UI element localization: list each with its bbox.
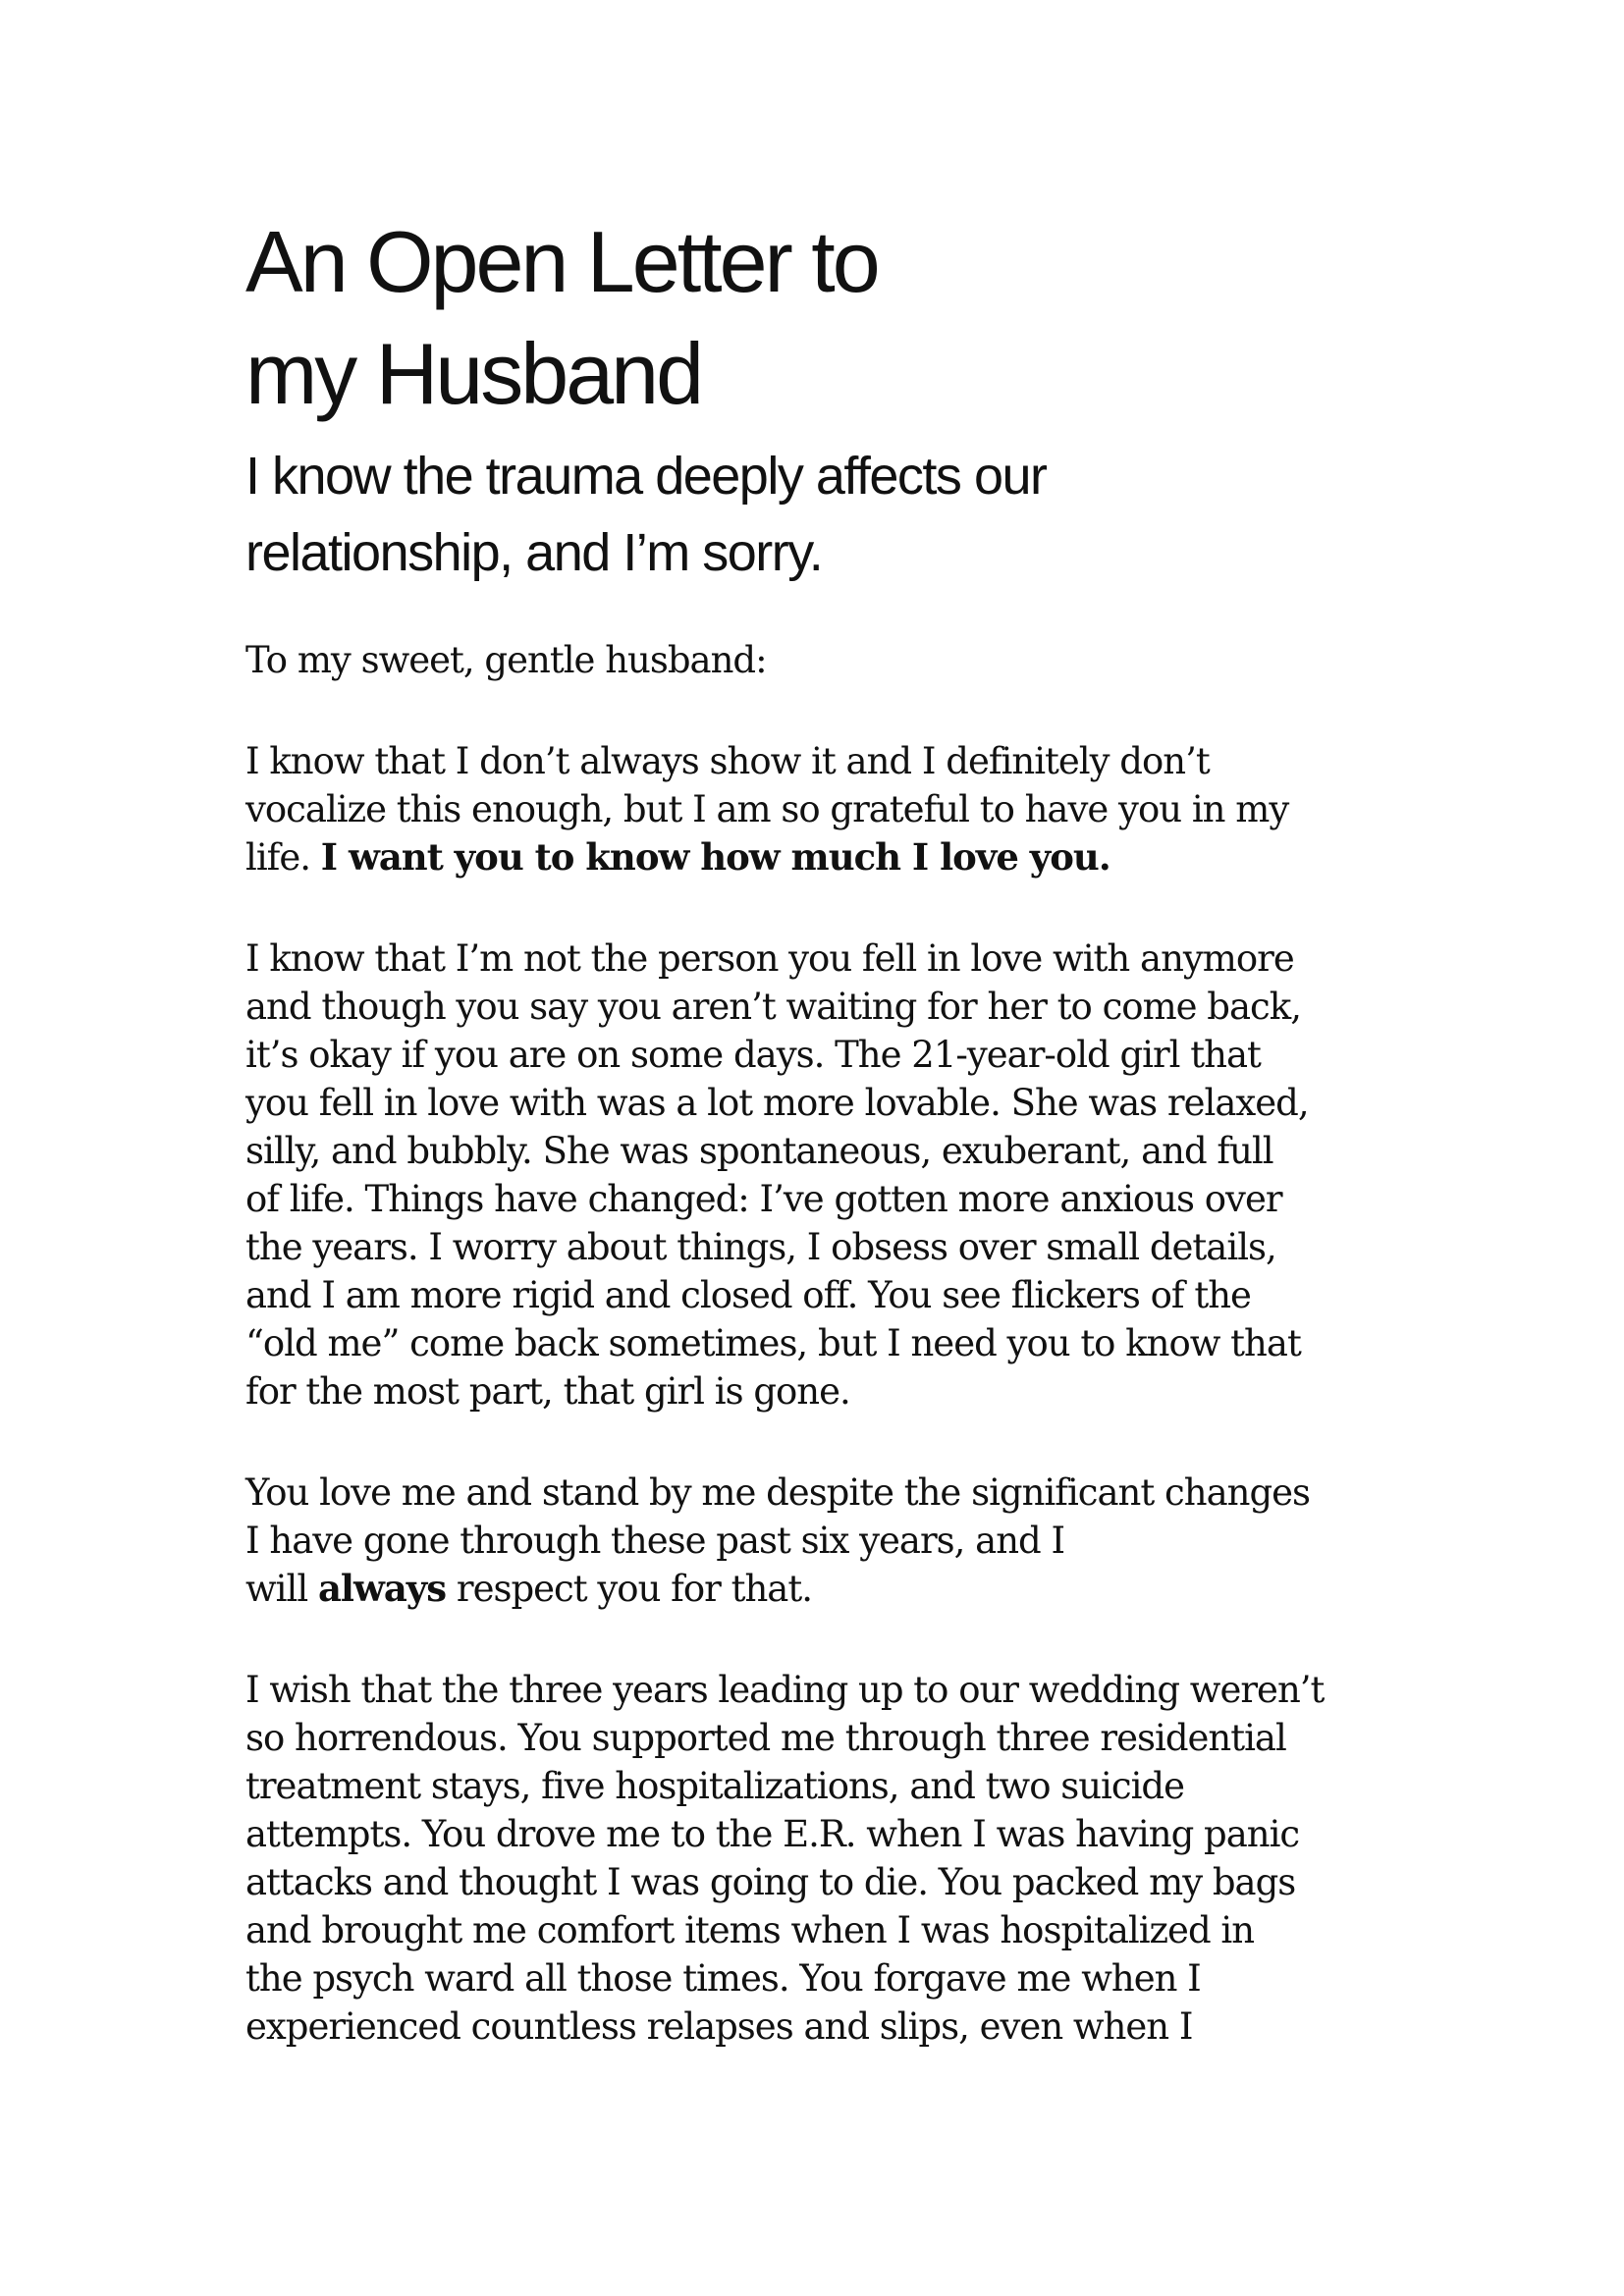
text-line	[245, 1565, 1404, 1613]
paragraph-3	[245, 1468, 1404, 1613]
subtitle-line: I know the trauma deeply affects our	[245, 447, 1047, 506]
text-line	[245, 833, 1404, 881]
text-line: experienced countless relapses and slips, even when I	[245, 2005, 1193, 2048]
text-line: you fell in love with was a lot more lovable. She was relaxed,	[245, 1082, 1309, 1124]
text-line: I have gone through these past six years, and I	[245, 1520, 1065, 1562]
title-line: my Husband	[245, 325, 702, 422]
text-line: the psych ward all those times. You forgave me when I	[245, 1957, 1201, 2000]
article-subtitle	[245, 438, 1404, 591]
text-segment: respect you for that.	[446, 1568, 812, 1610]
letter-page	[245, 206, 1404, 2051]
text-line: and I am more rigid and closed off. You see flickers of the	[245, 1274, 1251, 1316]
text-line: I wish that the three years leading up to our wedding weren’t	[245, 1669, 1325, 1711]
emphasis-always: always	[317, 1567, 447, 1610]
text-line: treatment stays, five hospitalizations, and two suicide	[245, 1765, 1185, 1807]
text-line: and though you say you aren’t waiting for her to come back,	[245, 986, 1301, 1028]
text-line: silly, and bubbly. She was spontaneous, exuberant, and full	[245, 1130, 1273, 1172]
text-line: it’s okay if you are on some days. The 21-year-old girl that	[245, 1034, 1261, 1076]
text-segment: will	[245, 1568, 318, 1610]
text-segment: life.	[245, 836, 321, 879]
text-line: of life. Things have changed: I’ve gotten more anxious over	[245, 1178, 1282, 1220]
paragraph-2	[245, 934, 1404, 1415]
emphasis-love: I want you to know how much I love you.	[320, 835, 1110, 879]
text-line: so horrendous. You supported me through three residential	[245, 1717, 1286, 1759]
text-line: vocalize this enough, but I am so grateful to have you in my	[245, 788, 1289, 830]
text-line: I know that I don’t always show it and I definitely don’t	[245, 740, 1210, 782]
text-line: the years. I worry about things, I obsess over small details,	[245, 1226, 1276, 1268]
text-line: and brought me comfort items when I was hospitalized in	[245, 1909, 1255, 1951]
paragraph-1	[245, 737, 1404, 881]
article-title	[245, 206, 1404, 430]
text-line: attacks and thought I was going to die. You packed my bags	[245, 1861, 1296, 1903]
title-line: An Open Letter to	[245, 213, 878, 310]
paragraph-4	[245, 1666, 1404, 2051]
greeting: To my sweet, gentle husband:	[245, 639, 767, 681]
text-line: for the most part, that girl is gone.	[245, 1370, 850, 1413]
text-line: “old me” come back sometimes, but I need you to know that	[245, 1322, 1301, 1364]
text-line: I know that I’m not the person you fell in love with anymore	[245, 937, 1294, 980]
text-line: attempts. You drove me to the E.R. when I was having panic	[245, 1813, 1300, 1855]
text-line: You love me and stand by me despite the significant changes	[245, 1471, 1311, 1514]
subtitle-line: relationship, and I’m sorry.	[245, 523, 823, 582]
